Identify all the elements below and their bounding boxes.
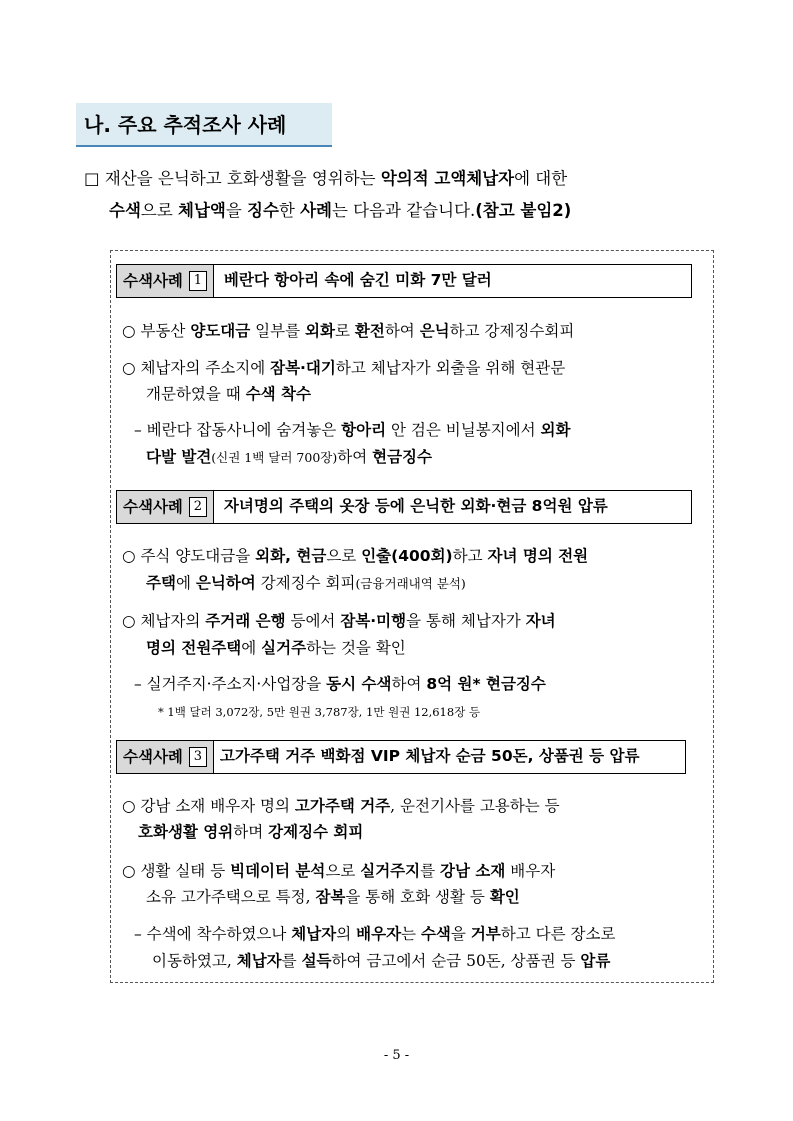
text-run: 등에서 bbox=[285, 612, 341, 630]
text-run: 강제징수 회피 bbox=[255, 574, 356, 592]
text-run: 체납자 bbox=[291, 925, 337, 943]
text-run: 주거래 은행 bbox=[205, 612, 286, 630]
case2-footnote bbox=[158, 703, 480, 721]
case3-subitem bbox=[134, 921, 615, 947]
text-run: 소유 고가주택으로 특정, bbox=[146, 888, 316, 906]
text-run: 배우자 bbox=[356, 925, 402, 943]
text-run: 수색 bbox=[109, 201, 141, 220]
case2-item bbox=[122, 543, 588, 569]
case1-subitem bbox=[134, 417, 570, 443]
text-run: 하여 bbox=[384, 322, 420, 340]
text-run: 하며 bbox=[233, 823, 269, 841]
text-run: 는 bbox=[401, 925, 421, 943]
text-run: – 베란다 잡동사니에 숨겨놓은 bbox=[134, 421, 342, 439]
text-run: ○ 체납자의 bbox=[122, 612, 206, 630]
text-run: 수색 착수 bbox=[245, 385, 311, 403]
text-run: 주택 bbox=[146, 574, 176, 592]
case-label-text: 수색사례 bbox=[123, 497, 183, 516]
text-run: 의 bbox=[336, 925, 357, 943]
case-title: 자녀명의 주택의 옷장 등에 은닉한 외화·현금 8억원 압류 bbox=[223, 497, 608, 515]
case-label bbox=[117, 491, 214, 523]
case1-subitem bbox=[146, 444, 432, 471]
text-run: 자녀 bbox=[525, 612, 556, 630]
text-run: 은닉하여 bbox=[195, 574, 256, 592]
text-run: ○ 주식 양도대금을 bbox=[122, 547, 256, 565]
text-run: (참고 붙임2) bbox=[475, 201, 572, 220]
text-run: 에 대한 bbox=[514, 169, 568, 188]
text-run: 안 검은 비닐봉지에서 bbox=[386, 421, 541, 439]
text-run: 에 bbox=[175, 574, 196, 592]
text-run: 고가주택 거주 bbox=[294, 797, 391, 815]
intro-line-1 bbox=[84, 166, 567, 192]
text-run: 을 통해 호화 생활 등 bbox=[345, 888, 490, 906]
text-run: 외화, 현금 bbox=[255, 547, 327, 565]
text-run: 개문하였을 때 bbox=[146, 385, 246, 403]
text-run: 으로 bbox=[325, 862, 361, 880]
text-run: 를 bbox=[281, 952, 302, 970]
text-run: 8억 원* 현금징수 bbox=[426, 675, 546, 693]
text-run: 하여 bbox=[391, 675, 427, 693]
text-run: 외화 bbox=[540, 421, 571, 439]
text-run: 에 bbox=[241, 639, 262, 657]
text-run: 체납자 bbox=[236, 952, 282, 970]
text-run: (금융거래내역 분석) bbox=[355, 576, 466, 591]
text-run: 잠복·미행 bbox=[340, 612, 407, 630]
text-run: 항아리 bbox=[341, 421, 387, 439]
case-label bbox=[117, 265, 214, 297]
text-run: ○ 체납자의 주소지에 bbox=[122, 359, 271, 377]
text-run: 현금징수 bbox=[372, 448, 433, 466]
text-run: 하고 강제징수회피 bbox=[449, 322, 575, 340]
text-run: 자녀 명의 전원 bbox=[487, 547, 589, 565]
text-run: 환전 bbox=[354, 322, 385, 340]
text-run: 사례 bbox=[300, 201, 332, 220]
text-run: 를 bbox=[420, 862, 441, 880]
text-run: 빅데이터 분석 bbox=[230, 862, 326, 880]
case-title: 베란다 항아리 속에 숨긴 미화 7만 달러 bbox=[223, 271, 492, 289]
case1-item bbox=[146, 381, 311, 407]
case-header-3 bbox=[116, 740, 686, 774]
text-run: 강제징수 회피 bbox=[268, 823, 364, 841]
text-run: 징수 bbox=[247, 201, 279, 220]
case2-item bbox=[122, 608, 556, 634]
case2-item bbox=[146, 570, 466, 597]
intro-line-2 bbox=[109, 198, 571, 224]
text-run: 실거주지 bbox=[360, 862, 421, 880]
text-run: 로 bbox=[334, 322, 355, 340]
text-run: – 실거주지·주소지·사업장을 bbox=[134, 675, 327, 693]
text-run: 을 bbox=[450, 925, 471, 943]
text-run: 잠복 bbox=[315, 888, 346, 906]
case-number: 2 bbox=[189, 497, 207, 517]
case-label-text: 수색사례 bbox=[123, 747, 183, 766]
text-run: 하고 다른 장소로 bbox=[500, 925, 616, 943]
text-run: 하고 bbox=[452, 547, 488, 565]
case-header-1 bbox=[116, 264, 692, 298]
case1-item bbox=[122, 318, 574, 344]
case-label-text: 수색사례 bbox=[123, 271, 183, 290]
text-run: ○ 부동산 bbox=[122, 322, 191, 340]
text-run: 잠복·대기 bbox=[270, 359, 336, 377]
text-run: 압류 bbox=[580, 952, 611, 970]
text-run: ○ 강남 소재 배우자 명의 bbox=[122, 797, 295, 815]
text-run: 이동하였고, bbox=[152, 952, 237, 970]
text-run: 으로 bbox=[140, 201, 179, 220]
text-run: * 1백 달러 3,072장, 5만 원권 3,787장, 1만 원권 12,618장 등 bbox=[158, 705, 481, 719]
text-run: 을 bbox=[225, 201, 248, 220]
case-title: 고가주택 거주 백화점 VIP 체납자 순금 50돈, 상품권 등 압류 bbox=[219, 747, 640, 765]
text-run: □ 재산을 은닉하고 호화생활을 영위하는 bbox=[84, 169, 381, 188]
case3-item bbox=[146, 884, 520, 910]
text-run: 인출(400회) bbox=[361, 547, 453, 565]
text-run: 하고 체납자가 외출을 위해 현관문 bbox=[335, 359, 566, 377]
case3-item bbox=[138, 819, 363, 845]
text-run: 강남 소재 bbox=[440, 862, 506, 880]
text-run: 하는 것을 확인 bbox=[306, 639, 406, 657]
case-header-2 bbox=[116, 490, 692, 524]
text-run: 배우자 bbox=[505, 862, 556, 880]
text-run: 을 통해 체납자가 bbox=[406, 612, 526, 630]
case-label bbox=[117, 741, 214, 773]
text-run: 양도대금 bbox=[190, 322, 251, 340]
text-run: 실거주 bbox=[261, 639, 307, 657]
text-run: (신권 1백 달러 700장) bbox=[211, 450, 338, 465]
text-run: 체납액 bbox=[178, 201, 226, 220]
text-run: 으로 bbox=[326, 547, 362, 565]
case-number: 1 bbox=[189, 271, 207, 291]
text-run: 명의 전원주택 bbox=[146, 639, 242, 657]
case2-item bbox=[146, 635, 406, 661]
case-number: 3 bbox=[189, 747, 207, 767]
text-run: 수색 bbox=[420, 925, 451, 943]
text-run: 는 다음과 같습니다. bbox=[332, 201, 476, 220]
text-run: 외화 bbox=[305, 322, 335, 340]
text-run: 악의적 고액체납자 bbox=[380, 169, 515, 188]
text-run: 거부 bbox=[470, 925, 501, 943]
text-run: – 수색에 착수하였으나 bbox=[134, 925, 292, 943]
case2-subitem bbox=[134, 671, 546, 697]
section-title: 나. 주요 추적조사 사례 bbox=[76, 103, 332, 147]
case3-item bbox=[122, 858, 555, 884]
text-run: 하여 bbox=[337, 448, 373, 466]
text-run: 확인 bbox=[489, 888, 520, 906]
text-run: 일부를 bbox=[250, 322, 305, 340]
page-number: - 5 - bbox=[383, 1048, 410, 1063]
text-run: 은닉 bbox=[419, 322, 450, 340]
text-run: 한 bbox=[278, 201, 301, 220]
text-run: 설득 bbox=[301, 952, 332, 970]
text-run: 동시 수색 bbox=[326, 675, 392, 693]
case1-item bbox=[122, 355, 565, 381]
text-run: 호화생활 영위 bbox=[138, 823, 234, 841]
text-run: 하여 금고에서 순금 50돈, 상품권 등 bbox=[331, 952, 581, 970]
text-run: ○ 생활 실태 등 bbox=[122, 862, 231, 880]
case3-item bbox=[122, 793, 560, 819]
text-run: 다발 발견 bbox=[146, 448, 212, 466]
text-run: , 운전기사를 고용하는 등 bbox=[390, 797, 560, 815]
case3-subitem bbox=[152, 948, 610, 974]
